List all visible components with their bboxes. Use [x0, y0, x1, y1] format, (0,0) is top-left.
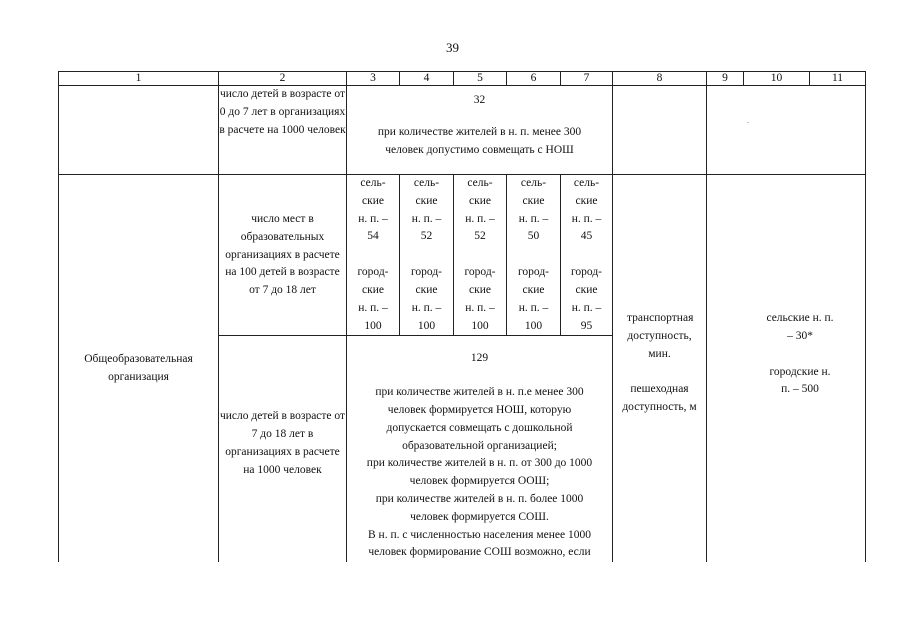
urban-value: н. п. – 95: [571, 301, 602, 332]
urban-value: н. п. – 100: [518, 301, 549, 332]
organization-name-cell: [59, 175, 219, 563]
places-cell: [347, 175, 400, 336]
urban-label: город-ские: [517, 266, 550, 296]
urban-access-norm: городские н. п. – 500: [769, 365, 831, 396]
note-text: В н. п. с численностью населения менее 1000 человек формирование СОШ возможно, если: [368, 528, 591, 559]
indicator-text: число детей в возрасте от 0 до 7 лет в организациях в расчете на 1000 человек: [219, 88, 346, 136]
access-type-cell: [613, 175, 707, 563]
note-text: при количестве жителей в н. п. от 300 до 1000 человек формируется ООШ;: [366, 457, 593, 488]
empty-cell: [707, 86, 866, 175]
header-cell: 7: [561, 72, 613, 86]
urban-label: город-ские: [410, 266, 443, 296]
dot-mark: .: [747, 116, 749, 125]
norms-table: [58, 71, 866, 562]
rural-label: сель-ские: [413, 177, 440, 207]
note-text: при количестве жителей в н. п. менее 300 человек допустимо совмещать с НОШ: [377, 125, 582, 156]
rural-access-norm: сельские н. п. – 30*: [766, 312, 834, 342]
header-cell: 5: [454, 72, 507, 86]
header-cell: 1: [59, 72, 219, 86]
note-text: при количестве жителей в н. п. более 1000 человек формируется СОШ.: [375, 492, 584, 523]
header-cell: 3: [347, 72, 400, 86]
urban-value: н. п. – 100: [465, 301, 495, 332]
urban-value: н. п. – 100: [411, 301, 442, 332]
indicator-cell: [219, 86, 347, 175]
indicator-text: число мест в образовательных организациях в расчете на 100 детей в возрасте от 7 до 18 лет: [225, 213, 340, 297]
header-cell: 8: [613, 72, 707, 86]
header-cell: 4: [400, 72, 454, 86]
walking-access-label: пешеходная доступность, м: [622, 383, 697, 414]
rural-label: сель-ские: [520, 177, 547, 207]
rural-value: н. п. – 50: [518, 212, 549, 243]
urban-label: город-ские: [570, 266, 603, 296]
table-row: [59, 86, 866, 175]
empty-cell: [59, 86, 219, 175]
transport-access-label: транспортная доступность, мин.: [627, 312, 694, 360]
places-cell: [454, 175, 507, 336]
value-cell: [347, 86, 613, 175]
rural-label: сель-ские: [467, 177, 493, 207]
header-cell: 9: [707, 72, 744, 86]
value-cell: [347, 336, 613, 562]
header-cell: 6: [507, 72, 561, 86]
page-number: 39: [446, 40, 459, 55]
rural-label: сель-ские: [360, 177, 386, 207]
urban-value: н. п. – 100: [358, 301, 388, 332]
rural-label: сель-ские: [573, 177, 600, 207]
places-cell: [507, 175, 561, 336]
access-norm-cell: [707, 175, 866, 563]
rural-value: н. п. – 45: [571, 212, 602, 243]
table-row: [59, 175, 866, 336]
organization-name: Общеобразовательная организация: [84, 352, 193, 383]
header-cell: 2: [219, 72, 347, 86]
header-cell: 10: [744, 72, 810, 86]
rural-value: н. п. – 54: [358, 212, 388, 243]
value-text: 129: [470, 352, 489, 365]
indicator-cell: [219, 336, 347, 562]
note-text: при количестве жителей в н. п.е менее 300 человек формируется НОШ, которую допускается совмещать с дошкольной образовательной организацией;: [375, 386, 584, 452]
rural-value: н. п. – 52: [465, 212, 495, 243]
urban-label: город-ские: [464, 266, 496, 296]
header-cell: 11: [810, 72, 866, 86]
indicator-text: число детей в возрасте от 7 до 18 лет в организациях в расчете на 1000 человек: [219, 410, 346, 476]
value-text: 32: [473, 94, 486, 106]
places-cell: [561, 175, 613, 336]
empty-cell: [613, 86, 707, 175]
rural-value: н. п. – 52: [411, 212, 442, 243]
indicator-cell: [219, 175, 347, 336]
urban-label: город-ские: [357, 266, 389, 296]
places-cell: [400, 175, 454, 336]
header-row: [59, 72, 866, 86]
